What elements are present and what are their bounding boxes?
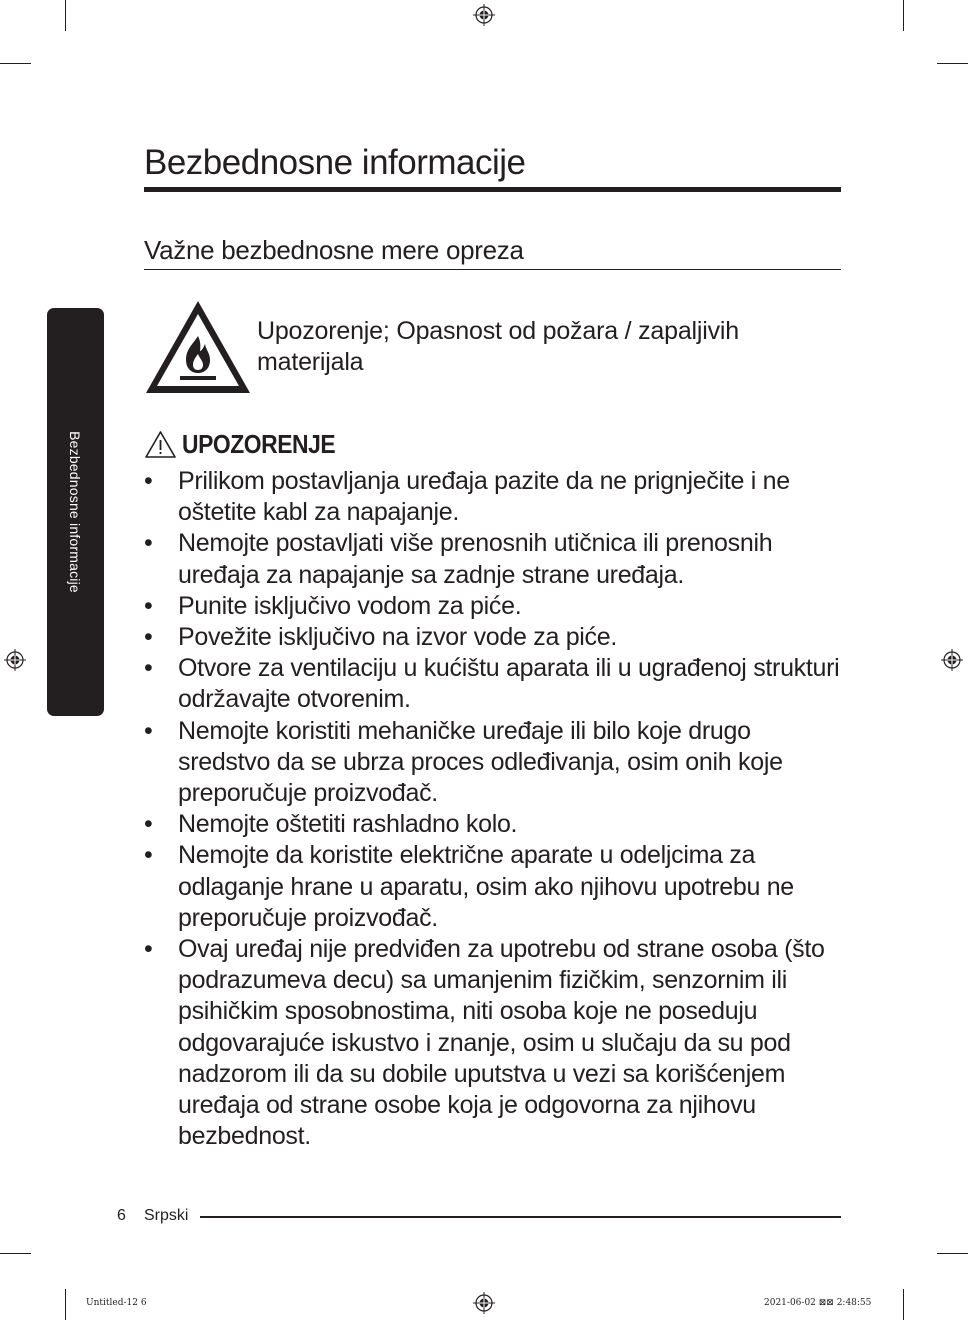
- page-number: 6: [117, 1207, 126, 1224]
- crop-mark: [937, 1253, 968, 1254]
- list-item-text: Punite isključivo vodom za piće.: [178, 591, 522, 620]
- list-item: [144, 716, 844, 810]
- print-slug-timestamp: 2021-06-02 ⊠⊠ 2:48:55: [764, 1298, 872, 1308]
- warning-heading-label: UPOZORENJE: [182, 428, 336, 459]
- list-item-text: Nemojte postavljati više prenosnih utičnica ili prenosnih uređaja za napajanje sa zadnje strane uređaja.: [178, 529, 773, 589]
- list-item: [144, 653, 844, 715]
- list-item-text: Prilikom postavljanja uređaja pazite da ne prignječite i ne oštetite kabl za napajanje.: [178, 467, 790, 527]
- bullet-icon: •: [144, 935, 153, 964]
- registration-mark-icon: [4, 649, 26, 671]
- bullet-icon: •: [144, 467, 153, 495]
- print-slug-file: Untitled-12 6: [86, 1298, 147, 1308]
- list-item: [144, 809, 844, 840]
- list-item-text: Otvore za ventilaciju u kućištu aparata ili u ugrađenoj strukturi održavajte otvorenim.: [178, 654, 840, 714]
- crop-mark: [903, 0, 904, 31]
- warning-list: [144, 466, 844, 1152]
- crop-mark: [903, 1289, 904, 1320]
- list-item-text: Ovaj uređaj nije predviđen za upotrebu od strane osoba (što podrazumeva decu) sa umanjenim fizičkim, senzornim ili psihičkim sposobnostima, niti osoba koje ne poseduju odgovarajuće iskustvo i znanje, osim u slučaju da su pod nadzorom ili da su dobile uputstva u vezi sa korišćenjem uređaja od strane osobe koja je odgovorna za njihovu bezbednost.: [178, 935, 825, 1151]
- list-item: [144, 528, 844, 590]
- title-divider: [144, 187, 841, 192]
- warning-heading: [144, 428, 356, 460]
- list-item-text: Nemojte koristiti mehaničke uređaje ili bilo koje drugo sredstvo da se ubrza proces odleđivanja, osim onih koje preporučuje proizvođač.: [178, 716, 783, 808]
- registration-mark-icon: [473, 1292, 495, 1314]
- bullet-icon: •: [144, 716, 153, 745]
- crop-mark: [65, 0, 66, 31]
- list-item: [144, 466, 844, 528]
- list-item: [144, 840, 844, 934]
- section-heading: Važne bezbednosne mere opreza: [144, 235, 524, 265]
- list-item: [144, 934, 844, 1152]
- list-item-text: Povežite isključivo na izvor vode za piće.: [178, 623, 617, 652]
- registration-mark-icon: [941, 649, 963, 671]
- bullet-icon: •: [144, 810, 153, 839]
- crop-mark: [937, 63, 968, 64]
- crop-mark: [0, 63, 31, 64]
- bullet-icon: •: [144, 591, 153, 620]
- crop-mark: [65, 1289, 66, 1320]
- page-title: Bezbednosne informacije: [144, 143, 526, 182]
- footer-divider: [200, 1216, 841, 1218]
- section-divider: [144, 269, 841, 270]
- list-item-text: Nemojte da koristite električne aparate u odeljcima za odlaganje hrane u aparatu, osim ako njihovu upotrebu ne preporučuje proizvođač.: [178, 841, 794, 932]
- bullet-icon: •: [144, 529, 153, 558]
- list-item: [144, 591, 844, 622]
- list-item: [144, 622, 844, 653]
- chapter-side-tab-label: Bezbednosne informacije: [67, 431, 83, 593]
- warning-triangle-icon: [144, 430, 177, 459]
- registration-mark-icon: [473, 4, 495, 26]
- list-item-text: Nemojte oštetiti rashladno kolo.: [178, 810, 518, 839]
- bullet-icon: •: [144, 623, 153, 652]
- flammable-warning-caption: Upozorenje; Opasnost od požara / zapaljivih materijala: [257, 317, 739, 376]
- bullet-icon: •: [144, 654, 153, 683]
- bullet-icon: •: [144, 841, 153, 870]
- footer-language: Srpski: [144, 1207, 189, 1224]
- crop-mark: [0, 1253, 31, 1254]
- flammable-material-warning-icon: [143, 298, 253, 396]
